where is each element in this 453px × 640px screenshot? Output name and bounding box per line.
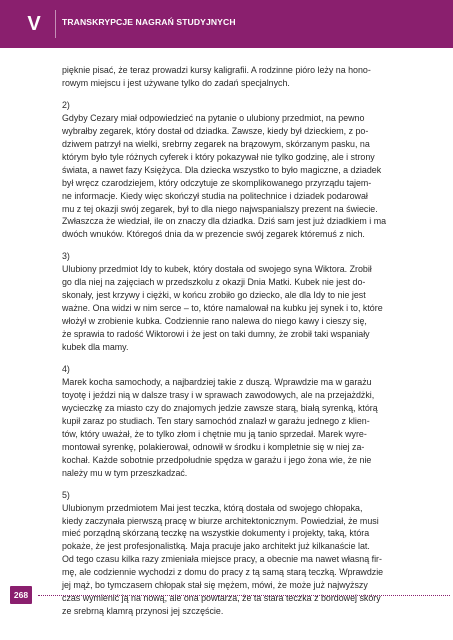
- chapter-number: V: [27, 12, 41, 35]
- section-number: 4): [62, 364, 70, 375]
- text-line: rowym miejscu i jest używane tylko do zadań specjalnych.: [62, 77, 290, 88]
- text-line: że sprawia to radość Wiktorowi i że jest on taki dumny, że zrobił taki wspaniały: [62, 329, 370, 340]
- header-title: TRANSKRYPCJE NAGRAŃ STUDYJNYCH: [62, 17, 236, 27]
- text-line: kubek dla mamy.: [62, 342, 129, 353]
- text-line: ważne. Ona widzi w nim serce – to, które namalował na kubku jej synek i to, które: [62, 303, 383, 314]
- text-line: Marek kocha samochody, a najbardziej takie z duszą. Wprawdzie ma w garażu: [62, 376, 372, 387]
- text-line: był wręcz czarodziejem, który odczytuje ze skomplikowanego przyrządu tajem-: [62, 177, 372, 188]
- section-number: 5): [62, 489, 70, 500]
- text-line: pięknie pisać, że teraz prowadzi kursy kaligrafii. A rodzinne pióro leży na hono-: [62, 65, 371, 75]
- section-number: 2): [62, 99, 70, 110]
- transcript-section: [62, 64, 418, 90]
- text-line: Gdyby Cezary miał odpowiedzieć na pytanie o ulubiony przedmiot, na pewno: [62, 112, 365, 123]
- text-line: toyotę i jeździ nią w dalsze trasy i w sprawach zawodowych, ale na przejażdżki,: [62, 389, 375, 400]
- text-line: czas wymienić ją na nową, ale ona powtarza, że ta stara teczka z bordowej skóry: [62, 593, 381, 604]
- text-line: którym było tyle różnych cyferek i który pokazywał nie tylko godzinę, ale i strony: [62, 151, 375, 162]
- text-line: Od tego czasu kilka razy zmieniała miejsce pracy, a obecnie ma nawet własną fir-: [62, 554, 382, 565]
- text-line: kupił zaraz po studiach. Ten stary samochód znalazł w garażu jednego z klien-: [62, 415, 370, 426]
- transcript-section: [62, 363, 418, 480]
- transcript-section: [62, 99, 418, 241]
- main-text: [62, 64, 418, 618]
- text-line: wycieczkę za miasto czy do znajomych jedzie zawsze starą, białą syrenką, którą: [62, 402, 378, 413]
- chapter-header: [0, 0, 453, 48]
- header-divider: [55, 10, 56, 38]
- text-line: kiedy zaczynała pierwszą pracę w biurze architektonicznym. Powiedział, że musi: [62, 515, 379, 526]
- dotted-divider: [38, 595, 450, 596]
- text-line: Ulubiony przedmiot Idy to kubek, który dostała od swojego syna Wiktora. Zrobił: [62, 264, 372, 275]
- text-line: dwóch wnuków. Któregoś dnia da w prezencie swój zegarek któremuś z nich.: [62, 229, 365, 240]
- text-line: go dla niej na zajęciach w przedszkolu z okazji Dnia Matki. Kubek nie jest do-: [62, 277, 366, 288]
- text-line: montował syrenkę, polakierował, odnowił w środku i kompletnie się w niej za-: [62, 441, 365, 452]
- text-line: należy mu w tym przeszkadzać.: [62, 467, 188, 478]
- text-line: wybrałby zegarek, który dostał od dziadka. Zawsze, kiedy był dzieckiem, z po-: [62, 125, 369, 136]
- text-line: Zwłaszcza że wiedział, ile on znaczy dla dziadka. Dziś sam jest już dziadkiem i ma: [62, 216, 387, 227]
- text-line: świata, a nawet fazy Księżyca. Dla dziecka wszystko to było magiczne, a dziadek: [62, 164, 382, 175]
- transcript-section: [62, 250, 418, 354]
- page-footer: [10, 586, 450, 606]
- page-number: 268: [10, 586, 32, 604]
- text-line: kochał. Każde sobotnie przedpołudnie spędza w garażu i jego żona wie, że nie: [62, 454, 372, 465]
- text-line: ne informacje. Kiedy więc skończył studia na politechnice i dziadek podarował: [62, 190, 368, 201]
- text-line: mę, ale codziennie wychodzi z domu do pracy z tą samą starą teczką. Wprawdzie: [62, 567, 384, 578]
- text-line: ze srebrną klamrą przynosi jej szczęście.: [62, 606, 224, 617]
- text-line: jej mąż, bo tymczasem chłopak stał się mężem, mówi, że może już najwyższy: [62, 580, 368, 591]
- text-line: włożył w zrobienie kubka. Codziennie rano nalewa do niego kawy i cieszy się,: [62, 316, 367, 327]
- text-line: mu z tej okazji swój zegarek, był to dla niego najwspanialszy prezent na świecie.: [62, 203, 378, 214]
- text-line: tów, który uważał, że to tylko złom i chętnie mu ją tanio sprzedał. Marek wyre-: [62, 428, 367, 439]
- text-line: mieć porządną skórzaną teczkę na wszystkie dokumenty i projekty, taką, która: [62, 528, 370, 539]
- text-line: Ulubionym przedmiotem Mai jest teczka, którą dostała od swojego chłopaka,: [62, 502, 363, 513]
- text-line: skonały, jest krzywy i ciężki, w końcu zrobiło go dziecko, ale dla Idy to nie jest: [62, 290, 366, 301]
- section-number: 3): [62, 251, 70, 262]
- text-line: dziwem patrzył na wielki, srebrny zegarek na brązowym, skórzanym pasku, na: [62, 138, 370, 149]
- text-line: pokaże, że jest profesjonalistką. Maja pracuje jako architekt już kilkanaście lat.: [62, 541, 370, 552]
